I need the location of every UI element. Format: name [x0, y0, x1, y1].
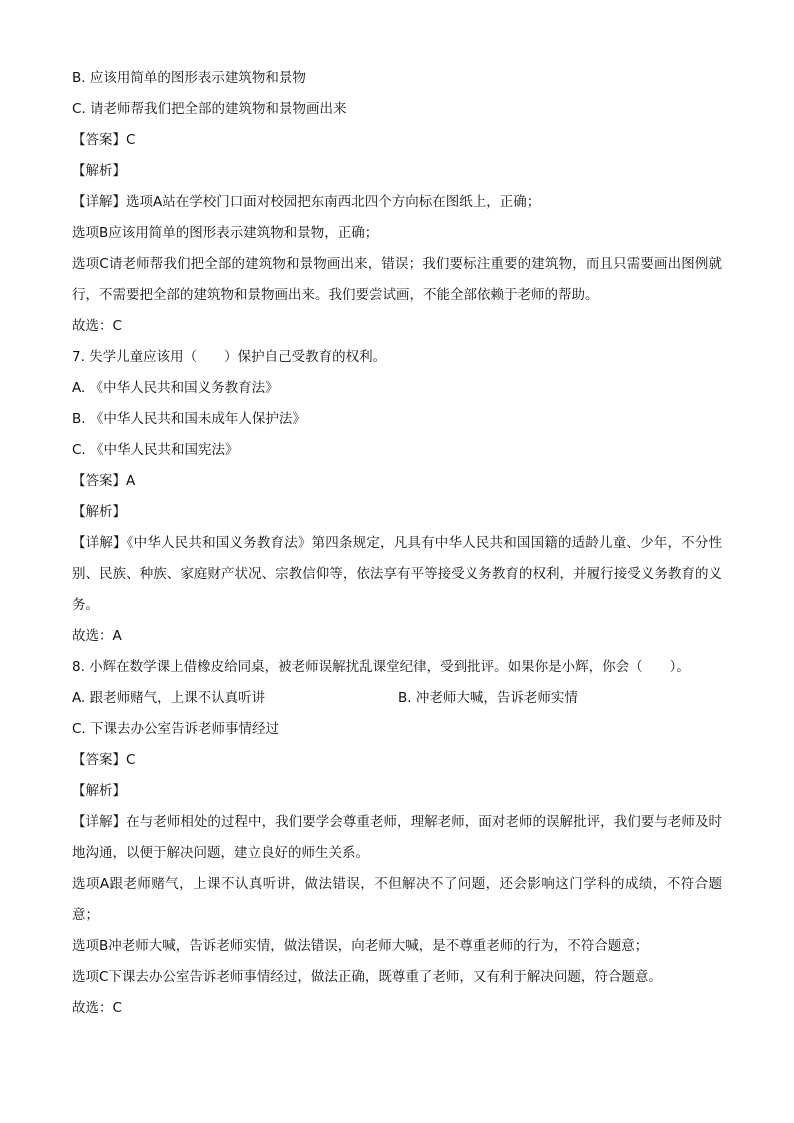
q6-detail-2: 选项B应该用简单的图形表示建筑物和景物，正确；	[72, 225, 379, 241]
q8-stem: 8. 小辉在数学课上借橡皮给同桌，被老师误解扰乱课堂纪律，受到批评。如果你是小辉，你会（ ）。	[72, 659, 690, 675]
q6-answer	[72, 125, 722, 156]
q8-answer	[72, 745, 722, 776]
q6-detail-1	[72, 187, 722, 218]
q8-detail-1	[72, 807, 722, 869]
answer-tag: 【答案】	[72, 752, 126, 768]
answer-tag: 【答案】	[72, 473, 126, 489]
document-page	[72, 63, 722, 1024]
q8-detail-2: 选项A跟老师赌气，上课不认真听讲，做法错误，不但解决不了问题，还会影响这门学科的成绩，不符合题意；	[72, 876, 722, 923]
q7-conclusion: 故选：A	[72, 628, 122, 644]
q6-conclusion: 故选：C	[72, 318, 122, 334]
answer-tag: 【答案】	[72, 132, 126, 148]
q8-options-row	[72, 683, 722, 714]
q7-analysis-heading: 【解析】	[72, 504, 126, 520]
q8-option-b: B. 冲老师大喊，告诉老师实情	[398, 690, 578, 706]
q8-option-c: C. 下课去办公室告诉老师事情经过	[72, 721, 280, 737]
detail-text: 在与老师相处的过程中，我们要学会尊重老师，理解老师，面对老师的误解批评，我们要与老师及时地沟通，以便于解决问题，建立良好的师生关系。	[72, 814, 723, 861]
q8-conclusion: 故选：C	[72, 1000, 122, 1016]
q7-option-b: B. 《中华人民共和国未成年人保护法》	[72, 411, 306, 427]
q6-analysis-heading: 【解析】	[72, 163, 126, 179]
answer-value: C	[126, 132, 136, 148]
q6-option-b: B. 应该用简单的图形表示建筑物和景物	[72, 70, 306, 86]
q8-detail-3: 选项B冲老师大喊，告诉老师实情，做法错误，向老师大喊，是不尊重老师的行为，不符合题意；	[72, 938, 649, 954]
detail-text: 选项A站在学校门口面对校园把东南西北四个方向标在图纸上，正确；	[126, 194, 541, 210]
detail-tag: 【详解】	[72, 535, 127, 551]
detail-tag: 【详解】	[72, 814, 127, 830]
q8-analysis-heading: 【解析】	[72, 783, 126, 799]
q6-option-c: C. 请老师帮我们把全部的建筑物和景物画出来	[72, 101, 347, 117]
q7-option-c: C. 《中华人民共和国宪法》	[72, 442, 239, 458]
q7-detail	[72, 528, 722, 621]
detail-tag: 【详解】	[72, 194, 126, 210]
q7-answer	[72, 466, 722, 497]
q6-detail-3: 选项C请老师帮我们把全部的建筑物和景物画出来，错误；我们要标注重要的建筑物，而且只需要画出图例就行，不需要把全部的建筑物和景物画出来。我们要尝试画，不能全部依赖于老师的帮助。	[72, 256, 722, 303]
q8-option-a: A. 跟老师赌气，上课不认真听讲	[72, 690, 266, 706]
answer-value: A	[126, 473, 136, 489]
q8-detail-4: 选项C下课去办公室告诉老师事情经过，做法正确，既尊重了老师，又有利于解决问题，符合题意。	[72, 969, 662, 985]
q7-stem: 7. 失学儿童应该用（ ）保护自己受教育的权利。	[72, 349, 387, 365]
q7-option-a: A. 《中华人民共和国义务教育法》	[72, 380, 279, 396]
detail-text: 《中华人民共和国义务教育法》第四条规定，凡具有中华人民共和国国籍的适龄儿童、少年，不分性别、民族、种族、家庭财产状况、宗教信仰等，依法享有平等接受义务教育的权利，并履行接受义务教育的义务。	[72, 535, 723, 613]
answer-value: C	[126, 752, 136, 768]
